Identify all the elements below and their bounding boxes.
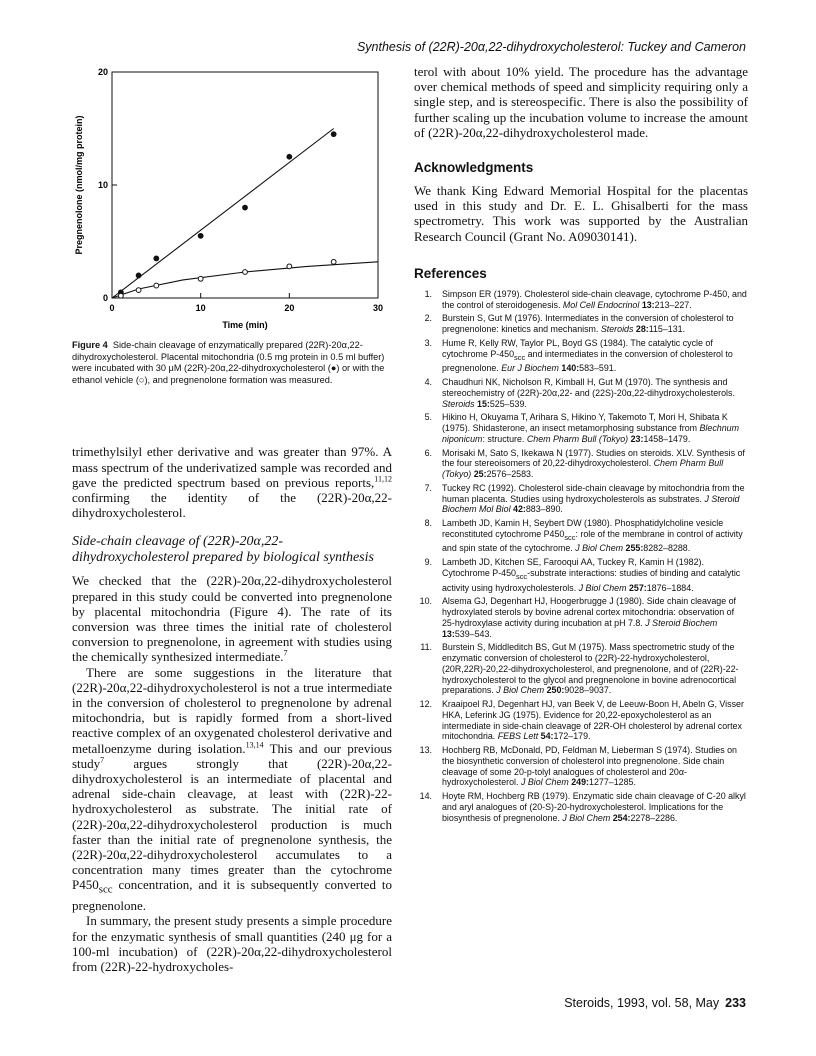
reference-item [414,338,748,374]
reference-number: 2. [424,313,432,324]
reference-text: Hume R, Kelly RW, Taylor PL, Boyd GS (1984). The catalytic cycle of cytochrome $P-450_{scc}$ and intermediates in the conversion of cholesterol to pregnenolone. Eur J Biochem 140:583–591. [442,338,733,374]
reference-number: 6. [424,447,432,458]
x-axis-label: Time (min) [222,320,268,330]
footer-journal: Steroids, 1993, vol. 58, May [564,996,720,1010]
reference-text: Simpson ER (1979). Cholesterol side-chain cleavage, cytochrome P-450, and the control of steroidogenesis. Mol Cell Endocrinol 13:213–227. [442,288,747,310]
reference-item [414,448,748,480]
reference-item [414,483,748,515]
reference-number: 7. [424,482,432,493]
reference-number: 12. [419,699,432,710]
reference-item [414,377,748,409]
x-tick-label: 10 [195,303,206,313]
reference-text: Hochberg RB, McDonald, PD, Feldman M, Lieberman S (1974). Studies on the biosynthetic conversion of cholesterol into pregnenolone. Side chain cleavage of some 20-p-tolyl analogues of cholesterol and 20α-hydroxycholesterol. J Biol Chem 249:1277–1285. [442,745,737,788]
reference-item [414,313,748,334]
reference-number: 8. [424,518,432,529]
y-tick-label: 0 [102,293,108,303]
figure-4-chart [72,64,392,334]
reference-item [414,745,748,788]
reference-item [414,642,748,696]
section-subheading: Side-chain cleavage of (22R)-20α,22-dihydroxycholesterol prepared by biological synthesis [72,534,374,565]
left-column [72,64,392,974]
reference-item [414,596,748,639]
y-axis-label: Pregnenolone (nmol/mg protein) [74,115,84,255]
y-tick-label: 20 [97,67,108,77]
page-footer [520,996,746,1010]
right-column [414,64,748,826]
page-number: 233 [725,996,746,1010]
series-2-point [287,264,292,269]
series-2-point [118,293,123,298]
reference-item [414,518,748,554]
x-tick-label: 0 [109,303,115,313]
series-1-point [331,132,336,137]
series-1-point [243,205,248,210]
series-1-point [136,273,141,278]
reference-text: Chaudhuri NK, Nicholson R, Kimball H, Gut M (1970). The synthesis and stereochemistry of (22R)-20α,22- and (22S)-20α,22-dihydroxycholesterols. Steroids 15:525–539. [442,377,735,409]
series-1-fit-line [112,129,334,299]
figure-label: Figure 4 [72,340,108,350]
series-2-point [136,288,141,293]
reference-number: 3. [424,338,432,349]
left-paragraph-2: We checked that the (22R)-20α,22-dihydroxycholesterol prepared in this study could be converted into pregnenolone by placental mitochondria (Figure 4). The rate of its conversion was three times the initial rate of cholesterol conversion to pregnenolone, in agreement with studies using the chemically synthesized intermediate.$^7$ [72,573,392,665]
series-2-point [154,283,159,288]
x-tick-label: 20 [284,303,295,313]
reference-number: 4. [424,377,432,388]
reference-text: Lambeth JD, Kamin H, Seybert DW (1980). Phosphatidylcholine vesicle reconstituted cytochrome $P450_{scc}$: role of the membrane in control of activity and spin state of the cytochrome. J Biol Chem 255:8282–8288. [442,518,743,554]
figure-caption-text: Side-chain cleavage of enzymatically prepared (22R)-20α,22-dihydroxycholesterol. Placental mitochondria (0.5 mg protein in 0.5 ml buffer) were incubated with 30 μM (22R)-20α,22-dihydroxycholesterol (●) or with the ethanol vehicle (○), and pregnenolone formation was measured. [72,340,385,385]
acknowledgments-heading: Acknowledgments [414,160,534,176]
references-list [414,289,748,823]
x-tick-label: 30 [372,303,384,313]
reference-item [414,289,748,310]
reference-text: Alsema GJ, Degenhart HJ, Hoogerbrugge J (1980). Side chain cleavage of hydroxylated sterols by bovine adrenal cortex mitochondria: observation of 25-hydroxylase activity during incubation at pH 7.8. J Steroid Biochem 13:539–543. [442,596,737,639]
series-1-point [287,154,292,159]
reference-number: 5. [424,412,432,423]
series-2-point [243,270,248,275]
reference-text: Kraaipoel RJ, Degenhart HJ, van Beek V, de Leeuw-Boon H, Abeln G, Visser HKA, Leferink JG (1975). Evidence for 20,22-epoxycholesterol as an intermediate in side-chain cleavage of 22R-OH cholesterol by adrenal cortex mitochondria. FEBS Lett 54:172–179. [442,699,744,742]
y-tick-label: 10 [97,180,108,190]
reference-text: Lambeth JD, Kitchen SE, Farooqui AA, Tuckey R, Kamin H (1982). Cytochrome $P-450_{scc}$-substrate interactions: studies of binding and catalytic activity using hydroxycholesterols. J Biol Chem 257:1876–1884. [442,557,741,593]
reference-item [414,557,748,593]
left-paragraph-1: trimethylsilyl ether derivative and was greater than 97%. A mass spectrum of the underivatized sample was recorded and gave the predicted spectrum based on previous reports,$^{11,12}$ confirming the identity of the (22R)-20α,22-dihydroxycholesterol. [72,444,392,521]
reference-number: 14. [419,791,432,802]
reference-text: Burstein S, Gut M (1976). Intermediates in the conversion of cholesterol to pregnenolone: kinetics and mechanism. Steroids 28:115–131. [442,313,734,335]
series-2-point [331,259,336,264]
left-paragraph-3: There are some suggestions in the literature that (22R)-20α,22-dihydroxycholesterol is not a true intermediate in the conversion of cholesterol to pregnenolone by adrenal mitochondria, but is rapidly formed from a short-lived reactive complex of an oxygenated cholesterol derivative and metalloenzyme during isolation.$^{13,14}$ This and our previous study$^7$ argues strongly that (22R)-20α,22-dihydroxycholesterol is an intermediate of placental and adrenal side-chain cleavage, at least with (22R)-22-hydroxycholesterol as substrate. The initial rate of (22R)-20α,22-dihydroxycholesterol production is much faster than the initial rate of pregnenolone synthesis, the (22R)-20α,22-dihydroxycholesterol accumulates to a concentration many times greater than the cytochrome $P450_{scc}$ concentration, and it is subsequently converted to pregnenolone. [72,664,392,914]
chart-svg [72,64,392,334]
reference-text: Hikino H, Okuyama T, Arihara S, Hikino Y, Takemoto T, Mori H, Shibata K (1975). Shidasterone, an insect metamorphosing substance from Blechnum niponicum: structure. Chem Pharm Bull (Tokyo) 23:1458–1479. [442,412,739,444]
reference-text: Morisaki M, Sato S, Ikekawa N (1977). Studies on steroids. XLV. Synthesis of the four stereoisomers of 20,22-dihydroxycholesterol. Chem Pharm Bull (Tokyo) 25:2576–2583. [442,447,745,480]
reference-number: 11. [420,642,432,653]
references-heading: References [414,265,487,281]
figure-caption [72,340,392,386]
reference-item [414,791,748,823]
reference-number: 1. [424,288,432,299]
reference-number: 10. [419,596,432,607]
series-1-point [154,256,159,261]
reference-text: Hoyte RM, Hochberg RB (1979). Enzymatic side chain cleavage of C-20 alkyl and aryl analogues of (20-S)-20-hydroxycholesterol. Implications for the biosynthesis of pregnenolone. J Biol Chem 254:2278–2286. [442,791,746,823]
reference-text: Tuckey RC (1992). Cholesterol side-chain cleavage by mitochondria from the human placenta. Studies using hydroxycholesterols as substrates. J Steroid Biochem Mol Biol 42:883–890. [442,482,745,515]
reference-item [414,412,748,444]
reference-text: Burstein S, Middleditch BS, Gut M (1975). Mass spectrometric study of the enzymatic conversion of cholesterol to (22R)-22-hydroxycholesterol, (20R,22R)-20,22-dihydroxycholesterol, and pregnenolone, and of (22R)-22-hydroxycholesterol to the glycol and pregnenolone in bovine adrenocortical preparations. J Biol Chem 250:9028–9037. [442,642,739,696]
reference-number: 13. [419,745,432,756]
reference-item [414,699,748,742]
right-paragraph-1: terol with about 10% yield. The procedure has the advantage over chemical methods of speed and simplicity requiring only a single step, and is stereospecific. There is also the possibility of further scaling up the incubation volume to increase the amount of (22R)-20α,22-dihydroxycholesterol made. [414,64,748,140]
acknowledgments-text: We thank King Edward Memorial Hospital for the placentas used in this study and Dr. E. L. Ghisalberti for the mass spectrometry. This work was supported by the Australian Research Council (Grant No. A09030141). [414,183,748,244]
left-paragraph-4: In summary, the present study presents a simple procedure for the enzymatic synthesis of small quantities (240 μg for a 100-ml incubation) of (22R)-20α,22-dihydroxycholesterol from (22R)-22-hydroxycholes- [72,913,392,975]
running-head: Synthesis of (22R)-20α,22-dihydroxycholesterol: Tuckey and Cameron [356,40,746,54]
series-2-point [198,276,203,281]
reference-number: 9. [424,557,432,568]
series-1-point [198,233,203,238]
